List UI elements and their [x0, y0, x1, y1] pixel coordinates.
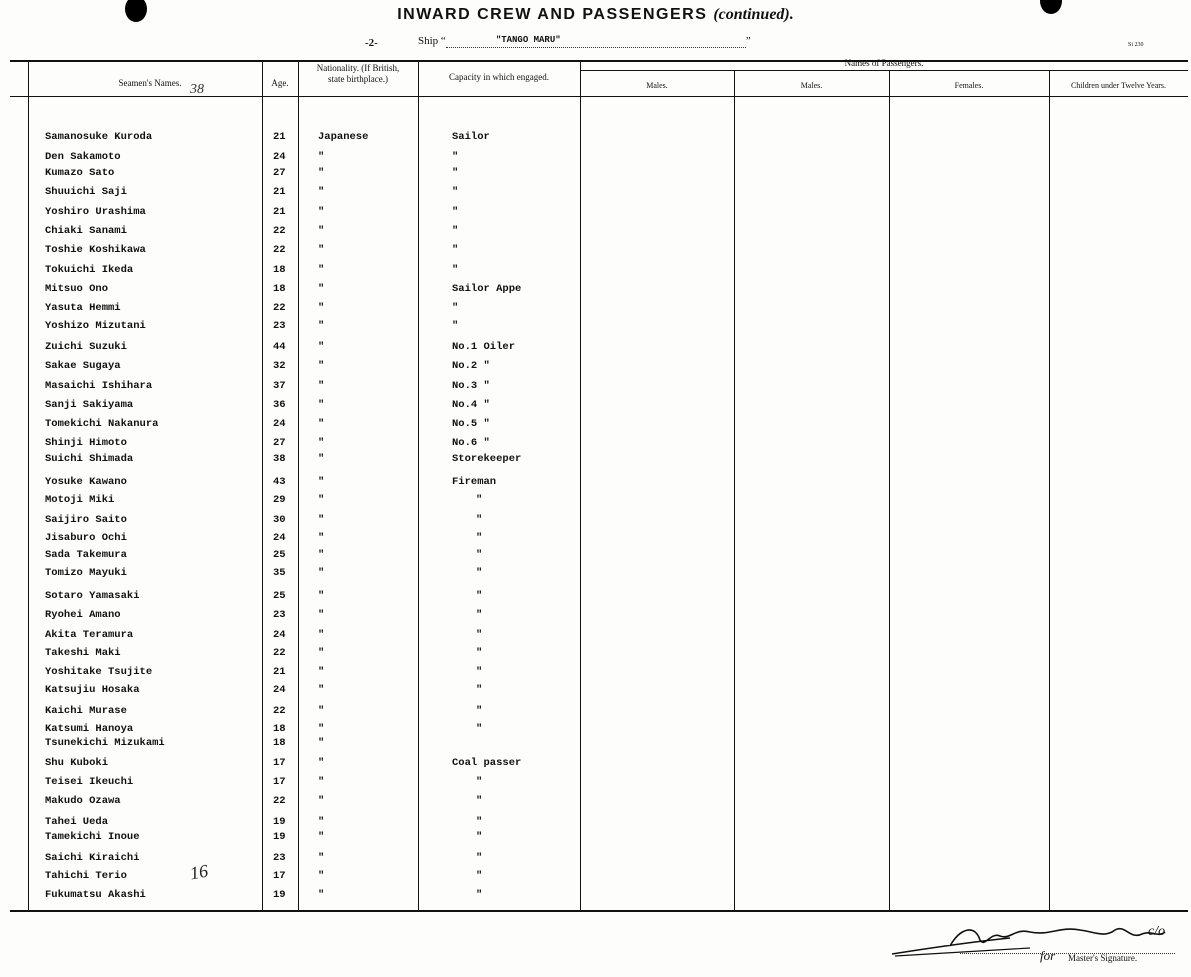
table-row — [0, 647, 1191, 661]
form-code: Si 230 — [1128, 42, 1144, 48]
seaman-age: 27 — [273, 167, 286, 179]
seaman-capacity: " — [476, 889, 483, 901]
header-age: Age. — [271, 78, 289, 88]
seaman-nationality: " — [318, 776, 325, 788]
table-row — [0, 684, 1191, 698]
seaman-name: Suichi Shimada — [45, 453, 134, 465]
table-row — [0, 225, 1191, 239]
table-row — [0, 666, 1191, 680]
seaman-name: Masaichi Ishihara — [45, 380, 153, 392]
table-row — [0, 776, 1191, 790]
seaman-nationality: " — [318, 870, 325, 882]
table-row — [0, 757, 1191, 771]
table-row — [0, 244, 1191, 258]
table-row — [0, 723, 1191, 737]
seaman-capacity: Sailor — [452, 131, 490, 143]
table-row — [0, 549, 1191, 563]
seaman-nationality: " — [318, 757, 325, 769]
table-row — [0, 302, 1191, 316]
table-row — [0, 590, 1191, 604]
table-row — [0, 705, 1191, 719]
seaman-nationality: " — [318, 795, 325, 807]
header-bottom-rule — [10, 96, 1188, 97]
seaman-name: Sotaro Yamasaki — [45, 590, 140, 602]
header-names-of-passengers: Names of Passengers. — [844, 58, 924, 68]
table-row — [0, 320, 1191, 334]
seaman-capacity: " — [452, 225, 459, 237]
seaman-name: Sada Takemura — [45, 549, 127, 561]
header-seamen-names: Seamen's Names. — [118, 78, 182, 88]
header-males-1: Males. — [646, 81, 668, 90]
seaman-capacity: No.4 " — [452, 399, 490, 411]
seaman-age: 24 — [273, 629, 286, 641]
seaman-age: 23 — [273, 609, 286, 621]
seaman-nationality: " — [318, 167, 325, 179]
seaman-nationality: " — [318, 437, 325, 449]
table-row — [0, 567, 1191, 581]
ship-close: ” — [745, 35, 751, 47]
seaman-age: 25 — [273, 590, 286, 602]
seaman-age: 37 — [273, 380, 286, 392]
table-row — [0, 494, 1191, 508]
seaman-nationality: " — [318, 532, 325, 544]
table-row — [0, 131, 1191, 145]
seaman-name: Kaichi Murase — [45, 705, 127, 717]
seaman-nationality: " — [318, 399, 325, 411]
table-row — [0, 418, 1191, 432]
seaman-name: Shu Kuboki — [45, 757, 109, 769]
table-row — [0, 532, 1191, 546]
seaman-age: 32 — [273, 360, 286, 372]
seaman-age: 24 — [273, 684, 286, 696]
seaman-capacity: No.6 " — [452, 437, 490, 449]
seaman-name: Zuichi Suzuki — [45, 341, 127, 353]
table-row — [0, 264, 1191, 278]
table-row — [0, 283, 1191, 297]
seaman-name: Ryohei Amano — [45, 609, 121, 621]
seaman-name: Den Sakamoto — [45, 151, 121, 163]
table-row — [0, 380, 1191, 394]
seaman-age: 24 — [273, 532, 286, 544]
seaman-age: 22 — [273, 647, 286, 659]
seaman-nationality: " — [318, 705, 325, 717]
table-row — [0, 186, 1191, 200]
seaman-capacity: " — [476, 705, 483, 717]
table-row — [0, 889, 1191, 903]
seaman-age: 22 — [273, 795, 286, 807]
seaman-name: Motoji Miki — [45, 494, 115, 506]
seaman-nationality: " — [318, 567, 325, 579]
seaman-name: Sakae Sugaya — [45, 360, 121, 372]
seaman-name: Jisaburo Ochi — [45, 532, 127, 544]
seaman-name: Tahei Ueda — [45, 816, 109, 828]
table-row — [0, 206, 1191, 220]
table-row — [0, 151, 1191, 165]
seaman-name: Saijiro Saito — [45, 514, 127, 526]
header-males-2: Males. — [800, 81, 823, 90]
seaman-age: 22 — [273, 244, 286, 256]
seaman-name: Makudo Ozawa — [45, 795, 121, 807]
seaman-age: 30 — [273, 514, 286, 526]
seaman-capacity: " — [452, 264, 459, 276]
seaman-capacity: " — [476, 816, 483, 828]
seaman-capacity: " — [476, 590, 483, 602]
seaman-age: 18 — [273, 723, 286, 735]
table-row — [0, 453, 1191, 467]
seaman-nationality: " — [318, 889, 325, 901]
seaman-age: 22 — [273, 705, 286, 717]
seaman-name: Toshie Koshikawa — [45, 244, 146, 256]
seaman-nationality: Japanese — [318, 131, 369, 143]
seaman-capacity: " — [476, 666, 483, 678]
seaman-nationality: " — [318, 514, 325, 526]
seaman-age: 19 — [273, 816, 286, 828]
seaman-name: Teisei Ikeuchi — [45, 776, 134, 788]
seaman-nationality: " — [318, 684, 325, 696]
seaman-nationality: " — [318, 418, 325, 430]
seaman-capacity: Fireman — [452, 476, 497, 488]
seaman-age: 24 — [273, 418, 286, 430]
seaman-name: Shinji Himoto — [45, 437, 127, 449]
seaman-name: Tomizo Mayuki — [45, 567, 127, 579]
seaman-capacity: " — [452, 206, 459, 218]
seaman-name: Tomekichi Nakanura — [45, 418, 159, 430]
seaman-name: Mitsuo Ono — [45, 283, 109, 295]
seaman-age: 43 — [273, 476, 286, 488]
table-row — [0, 629, 1191, 643]
seaman-age: 23 — [273, 852, 286, 864]
signature-for: for — [1040, 948, 1056, 963]
seaman-capacity: " — [476, 647, 483, 659]
seaman-capacity: " — [476, 629, 483, 641]
seaman-nationality: " — [318, 831, 325, 843]
seaman-capacity: " — [476, 567, 483, 579]
seaman-age: 23 — [273, 320, 286, 332]
seaman-capacity: Storekeeper — [452, 453, 522, 465]
seaman-nationality: " — [318, 360, 325, 372]
seaman-nationality: " — [318, 737, 325, 749]
table-row — [0, 816, 1191, 830]
seaman-name: Samanosuke Kuroda — [45, 131, 153, 143]
seaman-name: Saichi Kiraichi — [45, 852, 140, 864]
seaman-nationality: " — [318, 302, 325, 314]
seaman-name: Tsunekichi Mizukami — [45, 737, 165, 749]
table-row — [0, 737, 1191, 751]
annotation-count: 38 — [190, 82, 204, 97]
seaman-age: 17 — [273, 776, 286, 788]
seaman-age: 18 — [273, 283, 286, 295]
seaman-age: 24 — [273, 151, 286, 163]
seaman-capacity: " — [452, 167, 459, 179]
seaman-nationality: " — [318, 206, 325, 218]
seaman-capacity: " — [452, 244, 459, 256]
seaman-name: Shuuichi Saji — [45, 186, 127, 198]
seaman-age: 19 — [273, 889, 286, 901]
table-bottom-rule — [10, 910, 1188, 912]
table-row — [0, 399, 1191, 413]
seaman-nationality: " — [318, 225, 325, 237]
seaman-age: 25 — [273, 549, 286, 561]
seaman-nationality: " — [318, 186, 325, 198]
seaman-nationality: " — [318, 609, 325, 621]
seaman-nationality: " — [318, 151, 325, 163]
seaman-age: 35 — [273, 567, 286, 579]
table-row — [0, 514, 1191, 528]
table-row — [0, 167, 1191, 181]
seaman-capacity: " — [452, 320, 459, 332]
table-row — [0, 609, 1191, 623]
seaman-capacity: No.5 " — [452, 418, 490, 430]
seaman-nationality: " — [318, 647, 325, 659]
table-row — [0, 831, 1191, 845]
seaman-nationality: " — [318, 494, 325, 506]
seaman-nationality: " — [318, 590, 325, 602]
seaman-age: 38 — [273, 453, 286, 465]
seaman-capacity: Coal passer — [452, 757, 522, 769]
table-row — [0, 476, 1191, 490]
seaman-name: Yoshitake Tsujite — [45, 666, 153, 678]
seaman-capacity: " — [476, 723, 483, 735]
seaman-age: 22 — [273, 225, 286, 237]
seaman-capacity: No.1 Oiler — [452, 341, 516, 353]
seaman-capacity: " — [452, 151, 459, 163]
seaman-capacity: " — [476, 532, 483, 544]
seaman-nationality: " — [318, 549, 325, 561]
seaman-name: Tamekichi Inoue — [45, 831, 140, 843]
table-row — [0, 795, 1191, 809]
seaman-age: 27 — [273, 437, 286, 449]
seaman-age: 18 — [273, 737, 286, 749]
seaman-capacity: No.3 " — [452, 380, 490, 392]
signature-suffix: c/o — [1148, 924, 1166, 939]
seaman-capacity: " — [476, 795, 483, 807]
seaman-capacity: Sailor Appe — [452, 283, 522, 295]
seaman-age: 17 — [273, 757, 286, 769]
header-children: Children under Twelve Years. — [1070, 81, 1167, 90]
seaman-nationality: " — [318, 453, 325, 465]
table-row — [0, 852, 1191, 866]
seaman-capacity: " — [476, 831, 483, 843]
seaman-name: Tokuichi Ikeda — [45, 264, 134, 276]
seaman-age: 21 — [273, 186, 286, 198]
seaman-name: Katsumi Hanoya — [45, 723, 134, 735]
seaman-capacity: " — [476, 776, 483, 788]
seaman-capacity: " — [476, 549, 483, 561]
seaman-age: 21 — [273, 131, 286, 143]
passengers-subrule — [580, 70, 1188, 71]
seaman-age: 21 — [273, 206, 286, 218]
seaman-nationality: " — [318, 666, 325, 678]
seaman-capacity: " — [452, 302, 459, 314]
seaman-name: Kumazo Sato — [45, 167, 115, 179]
margin-mark: 16 — [188, 860, 210, 884]
seaman-nationality: " — [318, 852, 325, 864]
header-capacity: Capacity in which engaged. — [449, 72, 549, 82]
seaman-nationality: " — [318, 629, 325, 641]
seaman-age: 17 — [273, 870, 286, 882]
seaman-nationality: " — [318, 244, 325, 256]
table-row — [0, 437, 1191, 451]
seaman-name: Yosuke Kawano — [45, 476, 127, 488]
seaman-age: 22 — [273, 302, 286, 314]
seaman-nationality: " — [318, 341, 325, 353]
ship-name: "TANGO MARU" — [495, 35, 561, 45]
seaman-nationality: " — [318, 283, 325, 295]
seaman-capacity: " — [476, 684, 483, 696]
seaman-capacity: " — [476, 609, 483, 621]
table-row — [0, 360, 1191, 374]
seaman-age: 19 — [273, 831, 286, 843]
seaman-age: 29 — [273, 494, 286, 506]
page-number: -2- — [365, 37, 378, 49]
seaman-capacity: " — [476, 870, 483, 882]
seaman-nationality: " — [318, 264, 325, 276]
title-suffix: (continued). — [713, 6, 794, 23]
seaman-nationality: " — [318, 816, 325, 828]
ship-label: Ship “ — [418, 35, 446, 47]
seaman-capacity: " — [476, 514, 483, 526]
signature-caption: Master's Signature. — [1068, 953, 1138, 963]
seaman-name: Yoshizo Mizutani — [45, 320, 146, 332]
table-row — [0, 341, 1191, 355]
seaman-name: Sanji Sakiyama — [45, 399, 134, 411]
seaman-name: Yasuta Hemmi — [45, 302, 121, 314]
seaman-name: Katsujiu Hosaka — [45, 684, 140, 696]
seaman-age: 18 — [273, 264, 286, 276]
seaman-capacity: " — [476, 852, 483, 864]
page-title — [0, 6, 1191, 24]
seaman-name: Chiaki Sanami — [45, 225, 127, 237]
header-females: Females. — [954, 81, 984, 90]
seaman-capacity: " — [476, 494, 483, 506]
seaman-name: Yoshiro Urashima — [45, 206, 146, 218]
seaman-name: Tahichi Terio — [45, 870, 127, 882]
seaman-age: 21 — [273, 666, 286, 678]
table-row — [0, 870, 1191, 884]
seaman-nationality: " — [318, 320, 325, 332]
header-nationality: Nationality. (If British, state birthplace.) — [316, 63, 400, 84]
seaman-nationality: " — [318, 723, 325, 735]
seaman-capacity: " — [452, 186, 459, 198]
title-main: INWARD CREW AND PASSENGERS — [397, 6, 708, 23]
ship-line — [418, 35, 751, 48]
seaman-nationality: " — [318, 380, 325, 392]
seaman-capacity: No.2 " — [452, 360, 490, 372]
seaman-name: Akita Teramura — [45, 629, 134, 641]
seaman-name: Takeshi Maki — [45, 647, 121, 659]
seaman-age: 44 — [273, 341, 286, 353]
seaman-age: 36 — [273, 399, 286, 411]
seaman-nationality: " — [318, 476, 325, 488]
seaman-name: Fukumatsu Akashi — [45, 889, 146, 901]
